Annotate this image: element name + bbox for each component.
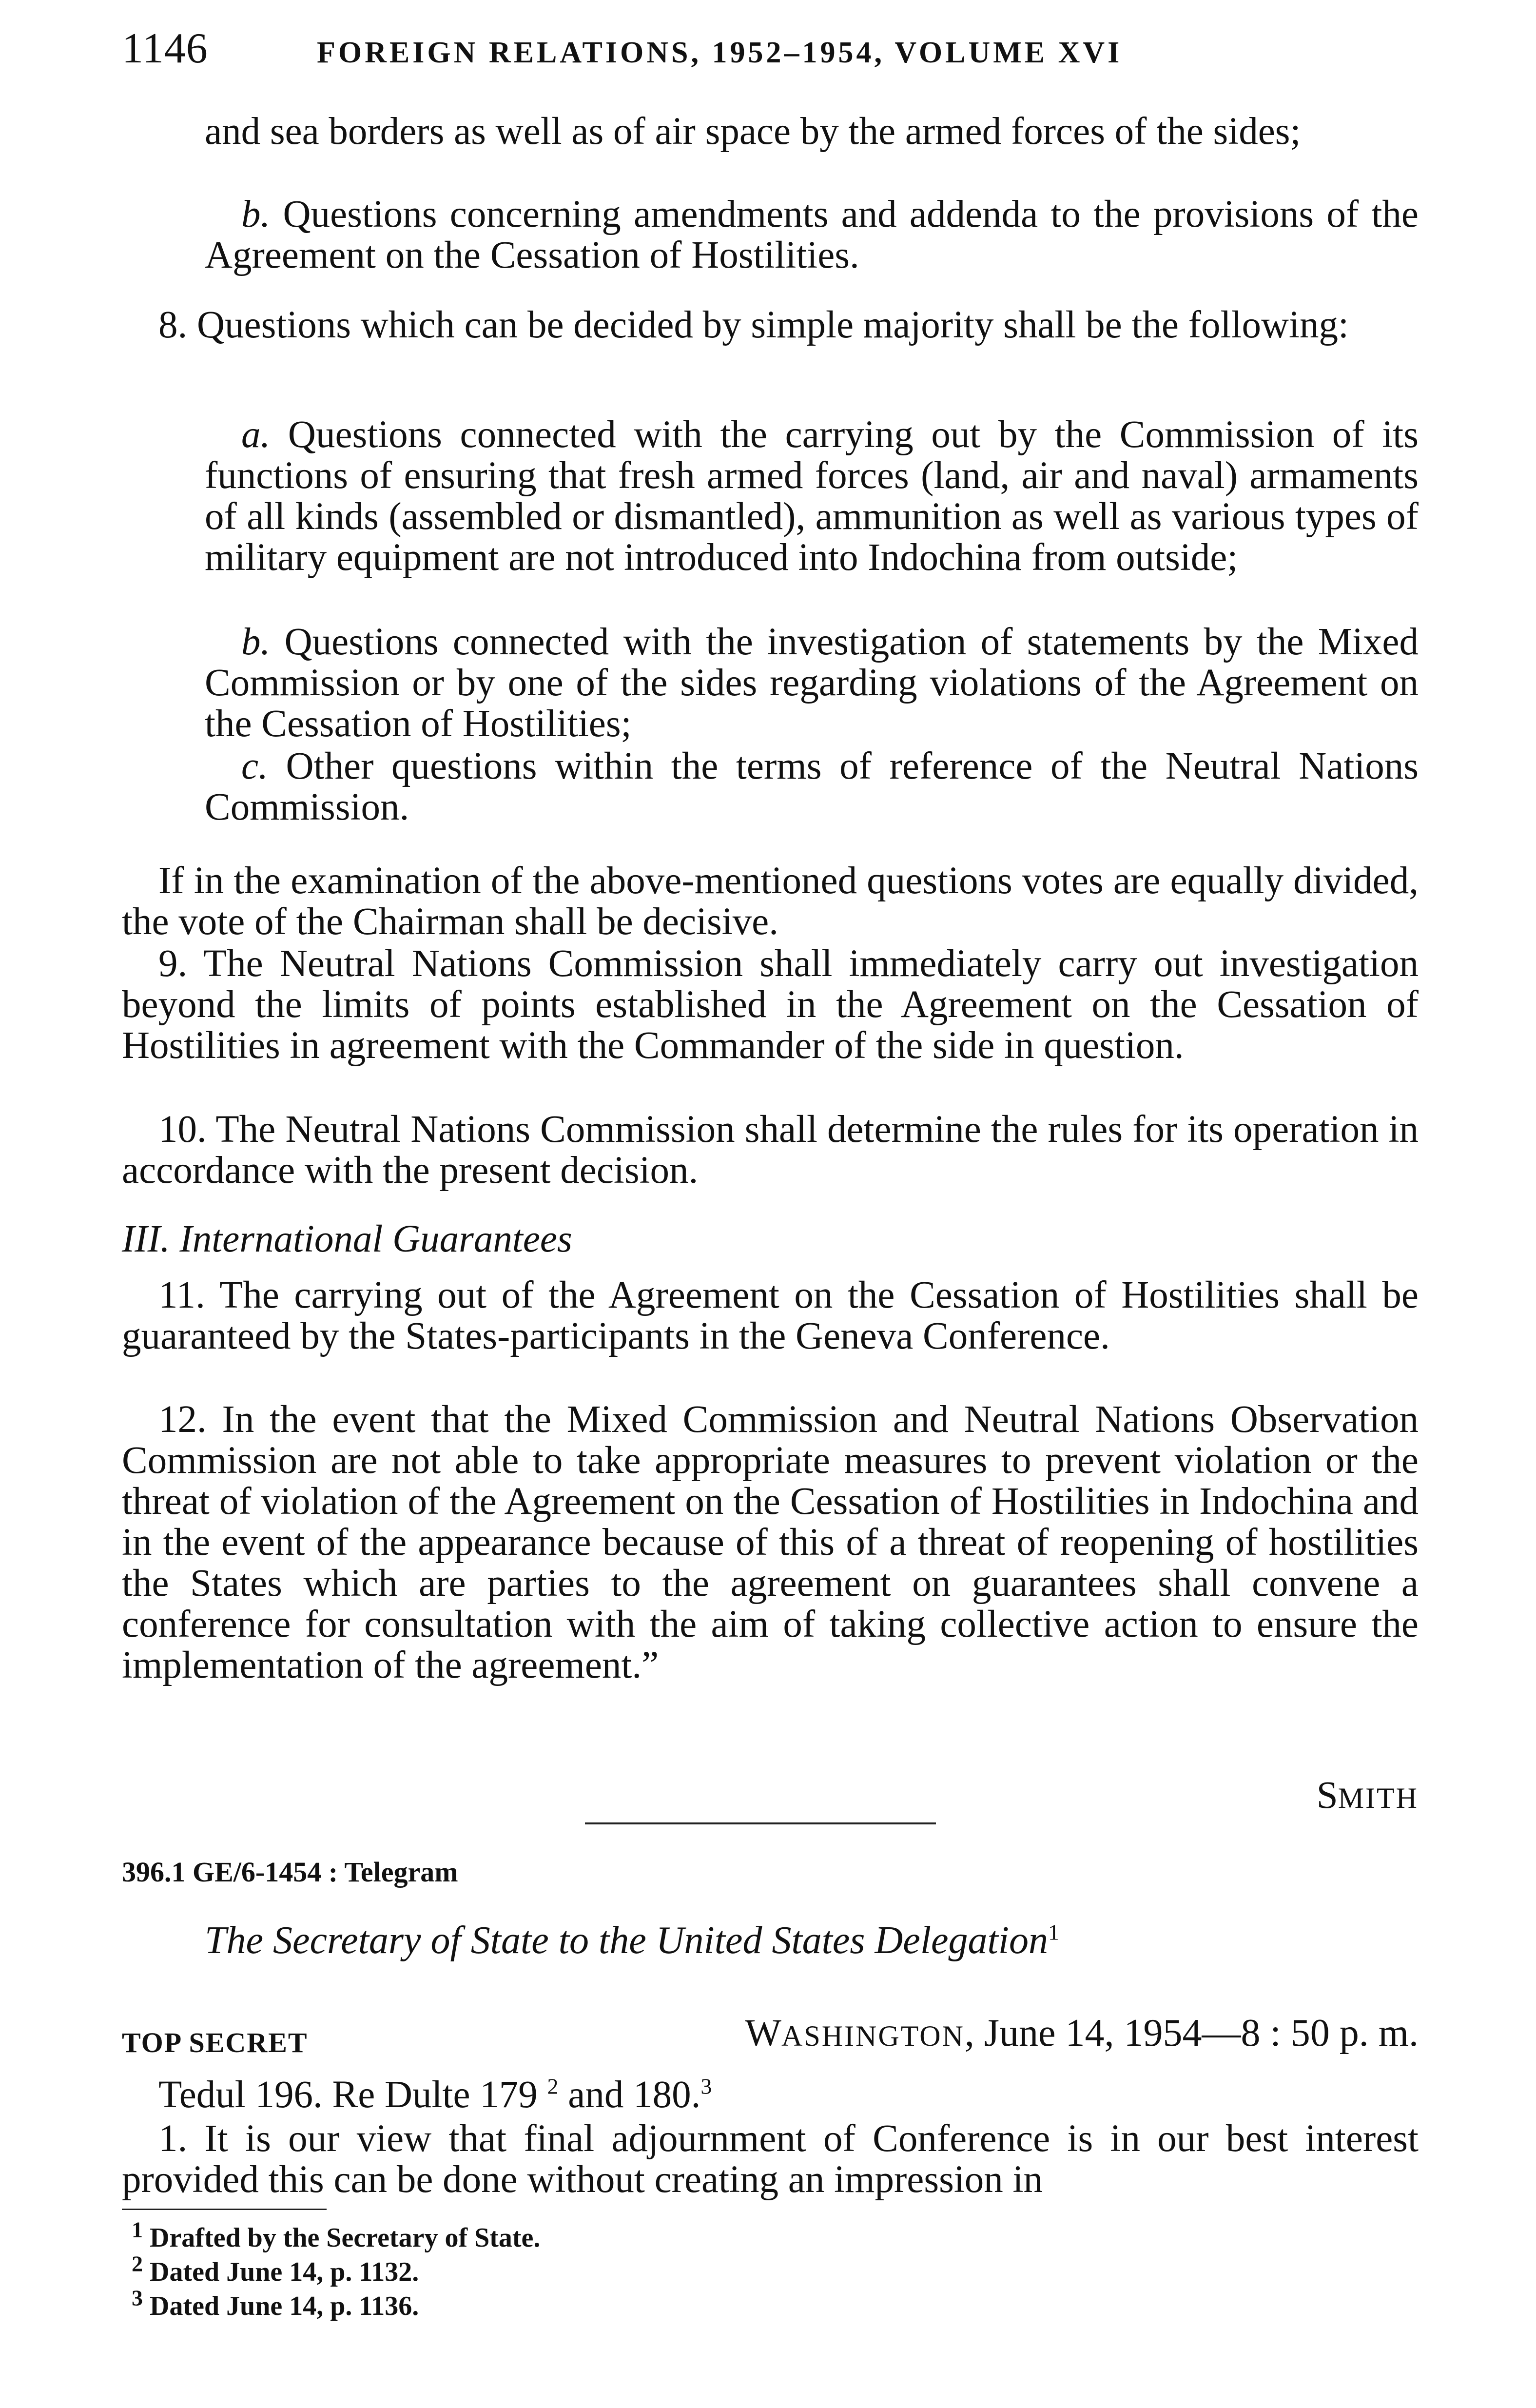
footnote-divider [122,2209,327,2210]
signature [1267,1775,1419,1819]
paragraph-item-b-2 [205,622,1419,744]
paragraph-text: Other questions within the terms of reference of the Neutral Nations Commission. [205,745,1419,828]
dateline-city: ASHINGTON [781,2020,965,2052]
item-label: c. [241,745,268,787]
page-number: 1146 [122,25,208,72]
paragraph-text: If in the examination of the above-mentioned questions votes are equally divided, the vote of the Chairman shall be decisive. [122,860,1419,943]
signature-initial: S [1316,1774,1338,1817]
classification: TOP SECRET [122,2027,308,2058]
item-label: a. [241,413,271,456]
paragraph-text: Questions connected with the carrying out by the Commission of its functions of ensuring that fresh armed forces (land, air and naval) armaments of all kinds (assembled or dismantled), ammunition as well as various types of military equipment are not introduced into Indochina from outside; [205,413,1419,579]
section-divider [585,1822,936,1824]
footnote [132,2285,814,2323]
paragraph-continuation [205,111,1419,152]
paragraph-text: Questions connected with the investigation of statements by the Mixed Commission or by one of the sides regarding violations of the Agreement on the Cessation of Hostilities; [205,621,1419,745]
paragraph-point-9 [122,943,1419,1066]
paragraph-point-8 [122,305,1419,346]
paragraph-text: 8. Questions which can be decided by simple majority shall be the following: [158,304,1349,346]
file-reference: 396.1 GE/6-1454 : Telegram [122,1856,458,1888]
footnote-mark: 2 [132,2251,143,2276]
footnote-ref-1: 1 [1048,1919,1059,1945]
footnote [132,2217,814,2255]
footnote-mark: 3 [132,2285,143,2310]
footnotes [132,2217,814,2323]
paragraph-text: Questions concerning amendments and addenda to the provisions of the Agreement on the Cessation of Hostilities. [205,193,1419,276]
page-header [122,20,1419,83]
paragraph-item-b [205,194,1419,276]
paragraph-point-12 [122,1399,1419,1686]
paragraph-reference [122,2075,1419,2115]
footnote-text: Drafted by the Secretary of State. [143,2223,541,2253]
dateline-initial: W [745,2012,781,2055]
section-heading-text: III. International Guarantees [122,1218,572,1260]
paragraph-text: 10. The Neutral Nations Commission shall determine the rules for its operation in accordance with the present decision. [122,1108,1419,1192]
section-heading [122,1219,1419,1260]
footnote-text: Dated June 14, p. 1132. [143,2257,419,2287]
document-title [205,1916,1059,1965]
paragraph-point-11 [122,1275,1419,1357]
paragraph-text: 12. In the event that the Mixed Commission and Neutral Nations Observation Commission are not able to take appropriate measures to prevent violation or the threat of violation of the Agreement on the Cessation of Hostilities in Indochina and in the event of the appearance because of this of a threat of reopening of hostilities the States which are parties to the agreement on guarantees shall convene a conference for consultation with the aim of taking collective action to ensure the implementation of the agreement.” [122,1398,1419,1686]
paragraph-point-10 [122,1109,1419,1191]
footnote-mark: 1 [132,2217,143,2242]
paragraph-text: and sea borders as well as of air space by the armed forces of the sides; [205,110,1301,153]
ref-prefix: Tedul 196. Re Dulte 179 [158,2074,547,2116]
paragraph-tie-vote [122,861,1419,942]
signature-rest: MITH [1338,1782,1419,1814]
paragraph-item-c [205,746,1419,828]
document-title-text: The Secretary of State to the United States Delegation [205,1919,1048,1962]
paragraph-text: 1. It is our view that final adjournment of Conference is in our best interest provided this can be done without creating an impression in [122,2117,1419,2201]
dateline [678,2009,1419,2060]
item-label: b. [241,621,271,663]
footnote-ref-2: 2 [547,2074,559,2099]
paragraph-text: 11. The carrying out of the Agreement on the Cessation of Hostilities shall be guaranteed by the States-participants in the Geneva Conference. [122,1274,1419,1357]
paragraph-item-a [205,414,1419,578]
ref-middle: and 180. [558,2074,701,2116]
dateline-date: , June 14, 1954—8 : 50 p. m. [964,2012,1419,2055]
footnote [132,2251,814,2289]
footnote-text: Dated June 14, p. 1136. [143,2291,419,2321]
paragraph-text: 9. The Neutral Nations Commission shall immediately carry out investigation beyond the limits of points established in the Agreement on the Cessation of Hostilities in agreement with the Commander of the side in question. [122,942,1419,1067]
footnote-ref-3: 3 [700,2074,712,2099]
item-label: b. [241,193,271,235]
running-head: FOREIGN RELATIONS, 1952–1954, VOLUME XVI [317,36,1123,69]
paragraph-point-1 [122,2118,1419,2200]
